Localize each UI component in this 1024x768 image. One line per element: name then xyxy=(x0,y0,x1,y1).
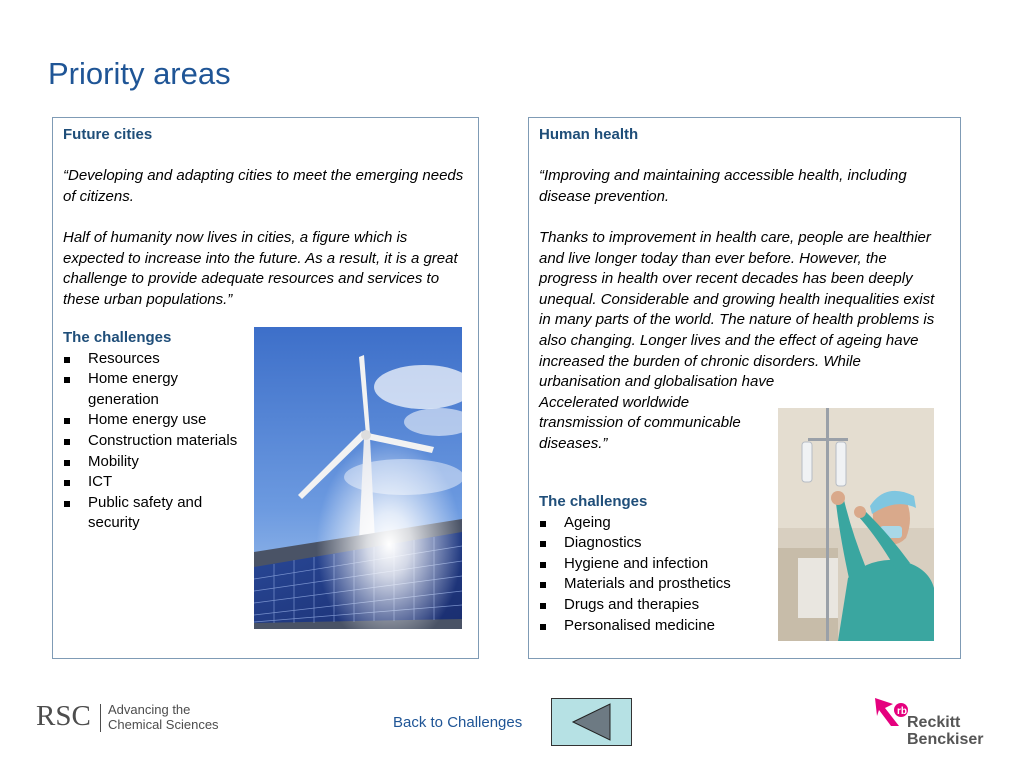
list-item: Ageing xyxy=(539,513,769,534)
list-item: Diagnostics xyxy=(539,533,769,554)
future-cities-text xyxy=(63,125,468,310)
list-item: Hygiene and infection xyxy=(539,554,769,575)
rsc-tagline: Advancing the Chemical Sciences xyxy=(108,702,219,732)
bullet-icon xyxy=(64,418,70,424)
list-item: Mobility xyxy=(63,452,238,473)
bullet-icon xyxy=(540,521,546,527)
bullet-icon xyxy=(64,460,70,466)
list-item: Resources xyxy=(63,349,238,370)
human-health-quote-2: Thanks to improvement in health care, people are healthier and live longer today than ever before. However, the progress in health over recent decades has been deeply unequal. Considerable and growing health inequalities exist in many parts of the world. The nature of health problems is also changing. Longer lives and the effect of ageing have increased the burden of chronic disorders. While urbanisation and globalisation have xyxy=(539,228,935,391)
future-cities-quote-2: Half of humanity now lives in cities, a figure which is expected to increase into the future. As a result, it is a great challenge to provide adequate resources and services to these urban populations.” xyxy=(63,228,458,308)
back-arrow-button[interactable] xyxy=(551,698,632,746)
bullet-icon xyxy=(64,501,70,507)
list-item: Drugs and therapies xyxy=(539,595,769,616)
rsc-logo-divider xyxy=(100,704,101,732)
human-health-quote-3: Accelerated worldwide transmission of communicable diseases.” xyxy=(539,393,741,452)
challenges-list xyxy=(539,513,769,637)
bullet-icon xyxy=(64,439,70,445)
bullet-icon xyxy=(540,582,546,588)
bullet-icon xyxy=(540,603,546,609)
challenges-heading: The challenges xyxy=(539,493,648,510)
rb-logo-text: Reckitt Benckiser xyxy=(907,714,984,748)
human-health-challenges xyxy=(539,492,769,636)
page-title: Priority areas xyxy=(48,56,231,91)
future-cities-challenges xyxy=(63,328,238,534)
back-to-challenges-link[interactable]: Back to Challenges xyxy=(393,714,523,731)
wind-solar-image xyxy=(254,327,462,629)
human-health-text xyxy=(539,125,939,455)
svg-text:rb: rb xyxy=(897,706,907,717)
bullet-icon xyxy=(540,624,546,630)
challenges-heading: The challenges xyxy=(63,329,172,346)
bullet-icon xyxy=(64,377,70,383)
list-item: Materials and prosthetics xyxy=(539,574,769,595)
future-cities-heading: Future cities xyxy=(63,126,153,143)
future-cities-quote-1: “Developing and adapting cities to meet the emerging needs of citizens. xyxy=(63,167,464,205)
back-arrow-icon xyxy=(552,699,631,745)
list-item: Public safety and security xyxy=(63,493,238,534)
bullet-icon xyxy=(64,480,70,486)
rsc-logo-text: RSC xyxy=(36,700,91,732)
bullet-icon xyxy=(540,562,546,568)
reckitt-benckiser-logo xyxy=(873,696,993,752)
bullet-icon xyxy=(64,357,70,363)
list-item: Personalised medicine xyxy=(539,616,769,637)
human-health-heading: Human health xyxy=(539,126,639,143)
bullet-icon xyxy=(540,541,546,547)
list-item: Home energy generation xyxy=(63,369,238,410)
list-item: Home energy use xyxy=(63,410,238,431)
nurse-image xyxy=(778,408,934,641)
challenges-list xyxy=(63,349,238,534)
human-health-quote-1: “Improving and maintaining accessible health, including disease prevention. xyxy=(539,167,907,205)
list-item: Construction materials xyxy=(63,431,238,452)
list-item: ICT xyxy=(63,472,238,493)
